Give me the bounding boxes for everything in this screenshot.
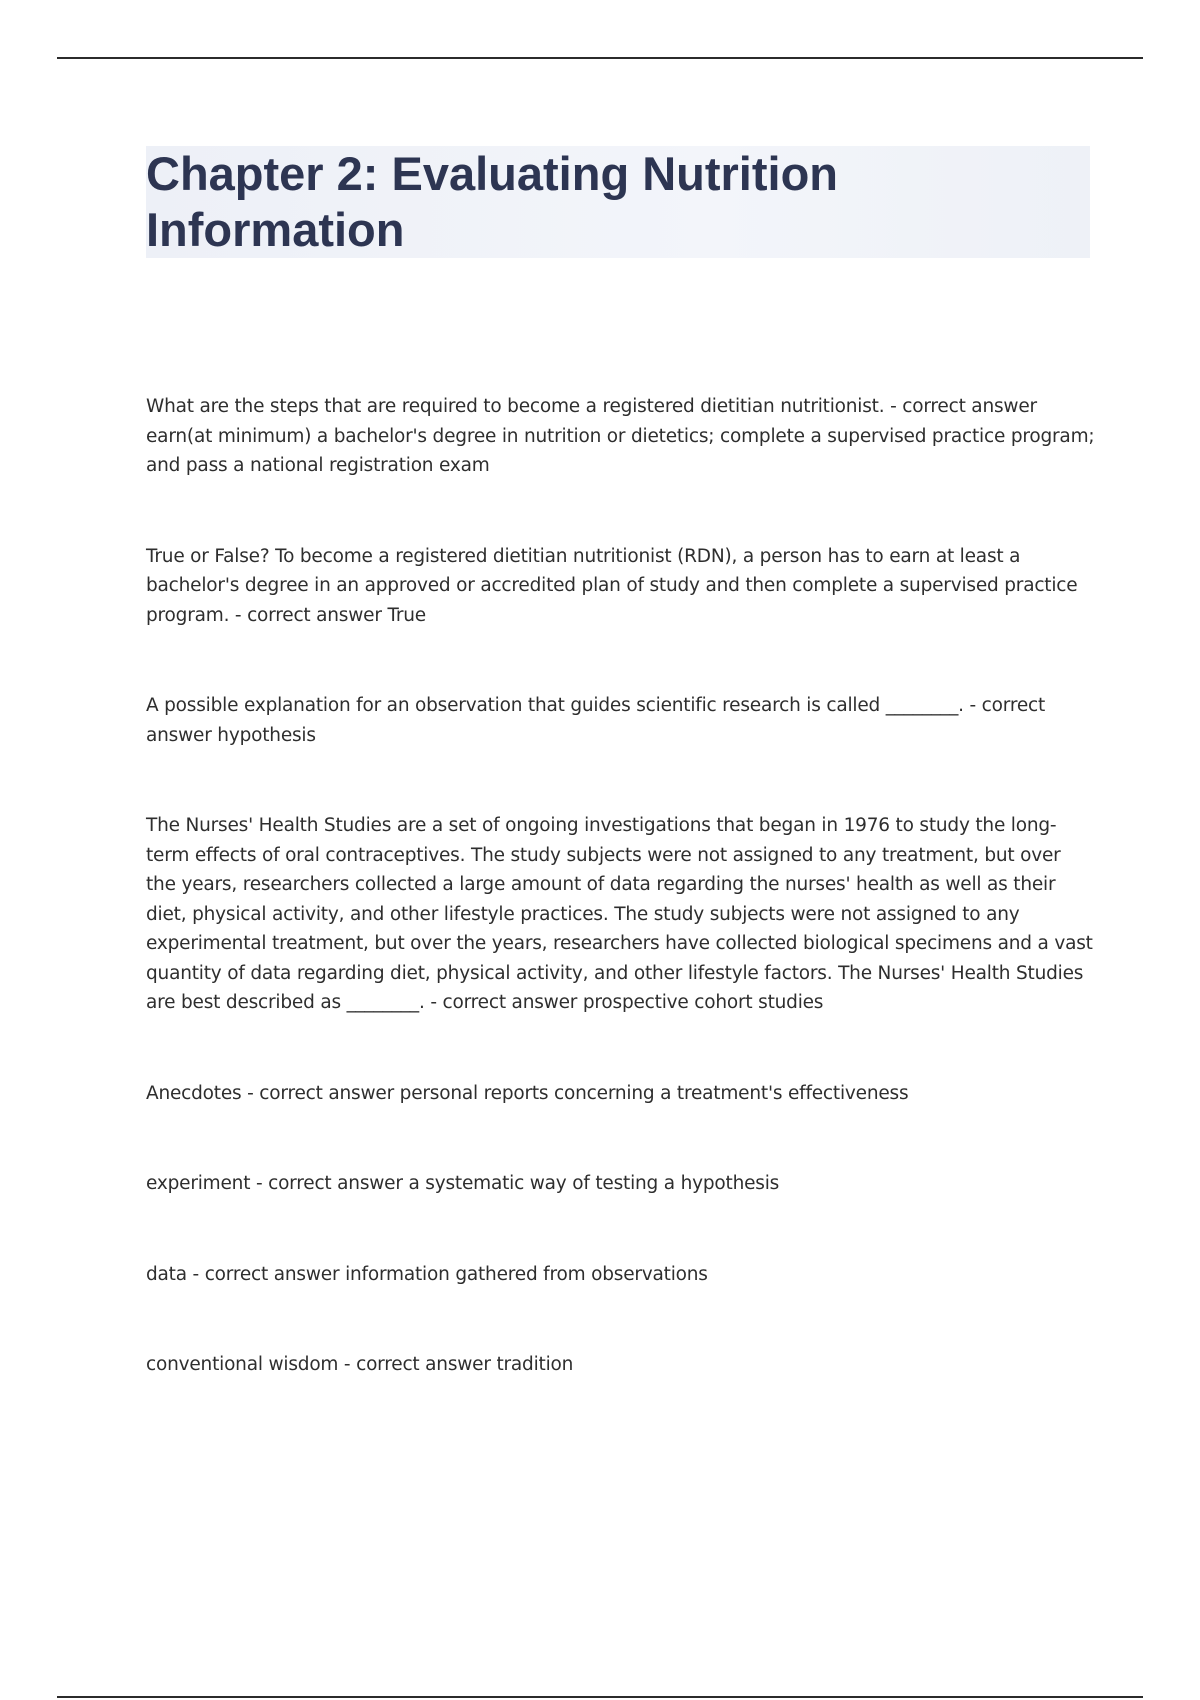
page-title: Chapter 2: Evaluating Nutrition Information bbox=[146, 147, 838, 256]
bottom-divider bbox=[57, 1696, 1143, 1698]
qa-item: The Nurses' Health Studies are a set of ongoing investigations that began in 1976 to study the long-term effects of oral contraceptives. The study subjects were not assigned to any treatment, but over the years, researchers collected a large amount of data regarding the nurses' health as well as their diet, physical activity, and other lifestyle practices. The study subjects were not assigned to any experimental treatment, but over the years, researchers have collected biological specimens and a vast quantity of data regarding diet, physical activity, and other lifestyle factors. The Nurses' Health Studies are best described as ________. - correct answer prospective cohort studies bbox=[146, 815, 1093, 1013]
top-divider bbox=[57, 57, 1143, 59]
qa-list bbox=[146, 392, 1096, 1441]
qa-item: Anecdotes - correct answer personal reports concerning a treatment's effectiveness bbox=[146, 1082, 909, 1104]
qa-item: experiment - correct answer a systematic way of testing a hypothesis bbox=[146, 1173, 780, 1194]
qa-item: What are the steps that are required to become a registered dietitian nutritionist. - correct answer earn(at minimum) a bachelor's degree in nutrition or dietetics; complete a supervised practice program; and pass a national registration exam bbox=[146, 396, 1095, 476]
qa-item: conventional wisdom - correct answer tradition bbox=[146, 1354, 574, 1375]
qa-item: A possible explanation for an observation that guides scientific research is called ________. - correct answer hypothesis bbox=[146, 695, 1046, 746]
qa-item: True or False? To become a registered dietitian nutritionist (RDN), a person has to earn at least a bachelor's degree in an approved or accredited plan of study and then complete a supervised practice program. - correct answer True bbox=[146, 545, 1078, 626]
qa-item: data - correct answer information gathered from observations bbox=[146, 1263, 708, 1285]
